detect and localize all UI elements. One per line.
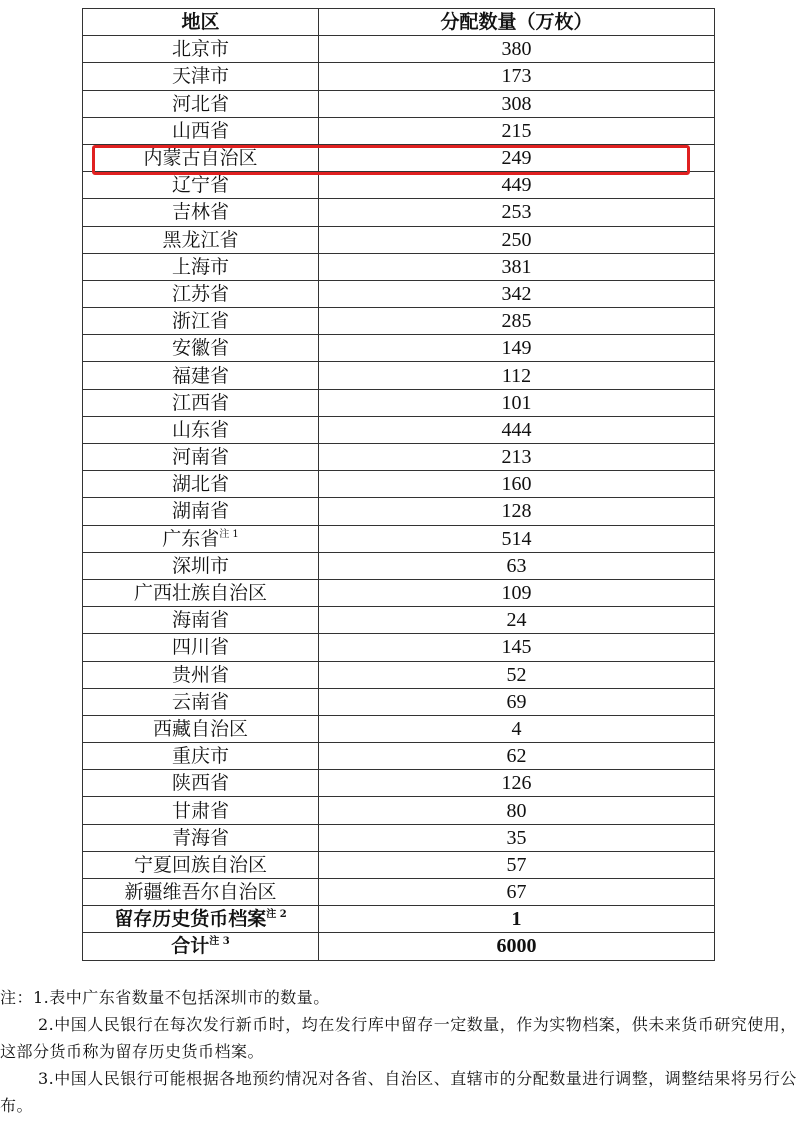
quantity-cell: 69	[319, 688, 715, 715]
quantity-cell: 35	[319, 824, 715, 851]
quantity-cell: 145	[319, 634, 715, 661]
region-label: 河北省	[171, 92, 229, 115]
region-label: 深圳市	[171, 554, 229, 577]
quantity-cell: 128	[319, 498, 715, 525]
region-cell	[83, 226, 319, 253]
region-label: 重庆市	[171, 745, 229, 768]
table-row	[83, 416, 715, 443]
table-row	[83, 688, 715, 715]
footnote-marker: 注 3	[209, 936, 230, 948]
table-row	[83, 226, 715, 253]
table-row	[83, 770, 715, 797]
region-cell	[83, 308, 319, 335]
region-cell	[83, 36, 319, 63]
region-label: 河南省	[171, 446, 229, 469]
table-row	[83, 471, 715, 498]
region-cell	[83, 688, 319, 715]
region-label: 新疆维吾尔自治区	[124, 881, 277, 904]
region-cell	[83, 471, 319, 498]
table-row	[83, 607, 715, 634]
region-label: 黑龙江省	[162, 228, 239, 251]
quantity-cell: 380	[319, 36, 715, 63]
table-row	[83, 444, 715, 471]
table-row	[83, 280, 715, 307]
table-row	[83, 797, 715, 824]
footnote-marker: 注 1	[219, 528, 239, 540]
allocation-table-container	[82, 8, 714, 961]
region-label: 广西壮族自治区	[133, 582, 267, 605]
region-cell	[83, 634, 319, 661]
region-cell	[83, 579, 319, 606]
region-cell	[83, 607, 319, 634]
region-label: 吉林省	[171, 201, 229, 224]
quantity-cell: 109	[319, 579, 715, 606]
table-row	[83, 743, 715, 770]
table-row	[83, 879, 715, 906]
quantity-cell: 80	[319, 797, 715, 824]
region-cell	[83, 661, 319, 688]
region-label: 山西省	[171, 119, 229, 142]
table-header-row	[83, 9, 715, 36]
table-row	[83, 63, 715, 90]
region-cell	[83, 851, 319, 878]
quantity-cell: 112	[319, 362, 715, 389]
region-cell	[83, 335, 319, 362]
table-row	[83, 661, 715, 688]
region-cell	[83, 389, 319, 416]
region-cell	[83, 172, 319, 199]
table-row	[83, 906, 715, 933]
table-row	[83, 199, 715, 226]
region-label: 合计	[171, 935, 210, 958]
region-label: 云南省	[171, 690, 229, 713]
region-label: 广东省	[162, 527, 220, 550]
table-row	[83, 335, 715, 362]
region-cell	[83, 933, 319, 960]
region-cell	[83, 797, 319, 824]
region-label: 陕西省	[171, 772, 229, 795]
quantity-cell: 67	[319, 879, 715, 906]
quantity-cell: 253	[319, 199, 715, 226]
region-cell	[83, 715, 319, 742]
quantity-cell: 381	[319, 253, 715, 280]
header-quantity: 分配数量（万枚）	[319, 9, 715, 36]
region-label: 北京市	[171, 38, 229, 61]
region-cell	[83, 525, 319, 552]
table-row	[83, 634, 715, 661]
quantity-cell: 149	[319, 335, 715, 362]
region-label: 贵州省	[171, 663, 229, 686]
table-row	[83, 525, 715, 552]
table-row	[83, 933, 715, 960]
quantity-cell: 101	[319, 389, 715, 416]
table-row	[83, 117, 715, 144]
region-cell	[83, 280, 319, 307]
table-row	[83, 308, 715, 335]
quantity-cell: 52	[319, 661, 715, 688]
region-cell	[83, 552, 319, 579]
table-body	[83, 36, 715, 960]
quantity-cell: 449	[319, 172, 715, 199]
region-label: 海南省	[171, 609, 229, 632]
region-cell	[83, 362, 319, 389]
quantity-cell: 444	[319, 416, 715, 443]
quantity-cell: 213	[319, 444, 715, 471]
table-row	[83, 824, 715, 851]
quantity-cell: 24	[319, 607, 715, 634]
quantity-cell: 1	[319, 906, 715, 933]
region-cell	[83, 824, 319, 851]
table-row	[83, 36, 715, 63]
region-label: 湖南省	[171, 500, 229, 523]
region-cell	[83, 906, 319, 933]
table-row	[83, 172, 715, 199]
region-label: 山东省	[171, 418, 229, 441]
region-label: 上海市	[171, 255, 229, 278]
region-cell	[83, 63, 319, 90]
region-label: 辽宁省	[171, 174, 229, 197]
region-cell	[83, 498, 319, 525]
table-row	[83, 144, 715, 171]
quantity-cell: 215	[319, 117, 715, 144]
quantity-cell: 126	[319, 770, 715, 797]
quantity-cell: 308	[319, 90, 715, 117]
region-label: 浙江省	[171, 310, 229, 333]
quantity-cell: 342	[319, 280, 715, 307]
table-row	[83, 851, 715, 878]
region-label: 西藏自治区	[152, 717, 248, 740]
table-row	[83, 552, 715, 579]
region-cell	[83, 879, 319, 906]
region-label: 江苏省	[171, 282, 229, 305]
quantity-cell: 62	[319, 743, 715, 770]
region-cell	[83, 253, 319, 280]
footnotes	[0, 984, 800, 1119]
table-row	[83, 362, 715, 389]
table-row	[83, 90, 715, 117]
footnote-1: 注：1.表中广东省数量不包括深圳市的数量。	[0, 988, 330, 1007]
quantity-cell: 250	[319, 226, 715, 253]
region-label: 安徽省	[171, 337, 229, 360]
quantity-cell: 63	[319, 552, 715, 579]
region-label: 四川省	[171, 636, 229, 659]
quantity-cell: 6000	[319, 933, 715, 960]
region-label: 江西省	[171, 391, 229, 414]
quantity-cell: 160	[319, 471, 715, 498]
region-label: 甘肃省	[171, 799, 229, 822]
table-row	[83, 389, 715, 416]
region-cell	[83, 770, 319, 797]
region-cell	[83, 144, 319, 171]
region-cell	[83, 416, 319, 443]
quantity-cell: 285	[319, 308, 715, 335]
quantity-cell: 173	[319, 63, 715, 90]
region-cell	[83, 117, 319, 144]
quantity-cell: 514	[319, 525, 715, 552]
quantity-cell: 4	[319, 715, 715, 742]
region-label: 留存历史货币档案	[114, 908, 267, 931]
allocation-table	[82, 8, 715, 961]
region-label: 湖北省	[171, 473, 229, 496]
header-region: 地区	[83, 9, 319, 36]
footnote-marker: 注 2	[266, 909, 287, 921]
region-label: 福建省	[171, 364, 229, 387]
table-row	[83, 579, 715, 606]
region-label: 青海省	[171, 826, 229, 849]
quantity-cell: 57	[319, 851, 715, 878]
region-label: 宁夏回族自治区	[133, 853, 267, 876]
quantity-cell: 249	[319, 144, 715, 171]
region-cell	[83, 743, 319, 770]
table-row	[83, 498, 715, 525]
region-cell	[83, 90, 319, 117]
table-row	[83, 253, 715, 280]
region-label: 天津市	[171, 65, 229, 88]
region-label: 内蒙古自治区	[143, 147, 258, 170]
footnote-3: 3.中国人民银行可能根据各地预约情况对各省、自治区、直辖市的分配数量进行调整，调整结果将另行公布。	[0, 1069, 797, 1115]
region-cell	[83, 199, 319, 226]
table-row	[83, 715, 715, 742]
footnote-2: 2.中国人民银行在每次发行新币时，均在发行库中留存一定数量，作为实物档案，供未来货币研究使用，这部分货币称为留存历史货币档案。	[0, 1015, 797, 1061]
region-cell	[83, 444, 319, 471]
